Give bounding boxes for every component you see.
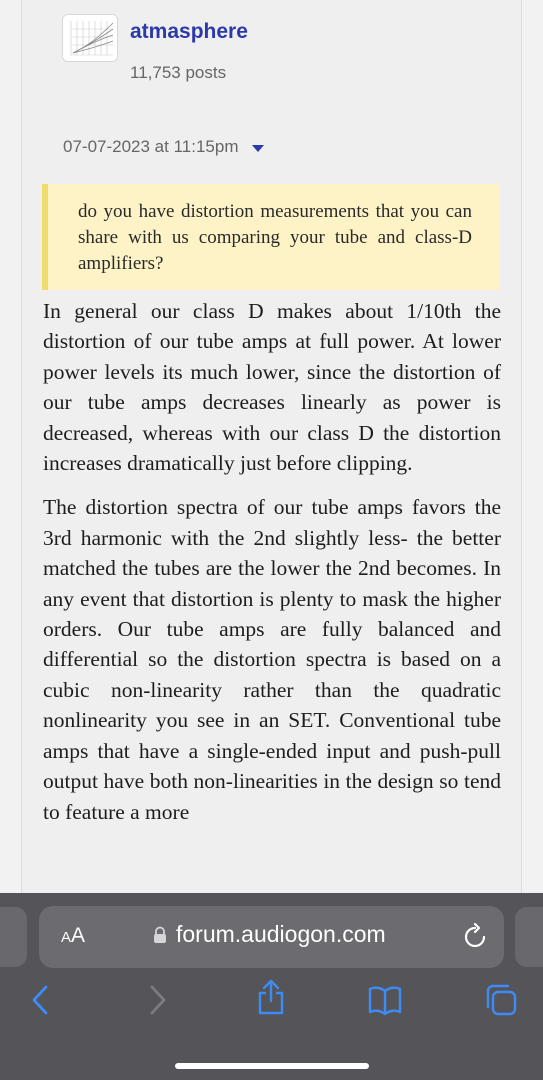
post-body: [43, 296, 501, 841]
avatar-chart-icon: [63, 15, 118, 62]
user-avatar[interactable]: [62, 14, 118, 62]
quoted-text: do you have distortion measurements that you can share with us comparing your tube and class-D amplifiers?: [42, 184, 500, 290]
post-paragraph-1: In general our class D makes about 1/10th the distortion of our tube amps at full power. At lower power levels its much lower, since the distortion of our tube amps decreases linearly as power is decreased, whereas with our class D the distortion increases dramatically just before clipping.: [43, 299, 501, 476]
forward-chevron-icon[interactable]: [140, 983, 174, 1017]
post-paragraph-2: The distortion spectra of our tube amps favors the 3rd harmonic with the 2nd slightly less- the better matched the tubes are the lower the 2nd becomes. In any event that distortion is plenty to mask the higher orders. Our tube amps are fully balanced and differential so the distortion spectra is based on a cubic non-linearity rather than the quadratic nonlinearity you see in an SET. Conventional tube amps that have a single-ended input and push-pull output have both non-linearities in the design so tend to feature a more: [43, 495, 501, 824]
timestamp-text: 07-07-2023 at 11:15pm: [63, 137, 239, 156]
previous-tab-peek[interactable]: [0, 907, 27, 967]
share-icon[interactable]: [254, 979, 288, 1017]
username-link[interactable]: atmasphere: [130, 20, 248, 43]
home-indicator: [175, 1063, 369, 1069]
lock-icon: [152, 926, 168, 944]
book-icon[interactable]: [368, 983, 402, 1017]
post-count: 11,753 posts: [130, 63, 227, 82]
caret-down-icon[interactable]: [252, 145, 264, 152]
tabs-icon[interactable]: [484, 983, 518, 1017]
back-chevron-icon[interactable]: [24, 983, 58, 1017]
next-tab-peek[interactable]: [515, 907, 543, 967]
url-display[interactable]: [152, 921, 386, 948]
text-size-button[interactable]: AA: [61, 924, 86, 947]
reload-icon[interactable]: [462, 923, 488, 951]
browser-toolbar: [0, 983, 543, 1023]
address-bar[interactable]: [39, 906, 504, 968]
url-text: forum.audiogon.com: [176, 921, 386, 947]
post-timestamp[interactable]: [63, 137, 264, 157]
browser-bottom-bar: [0, 893, 543, 1080]
